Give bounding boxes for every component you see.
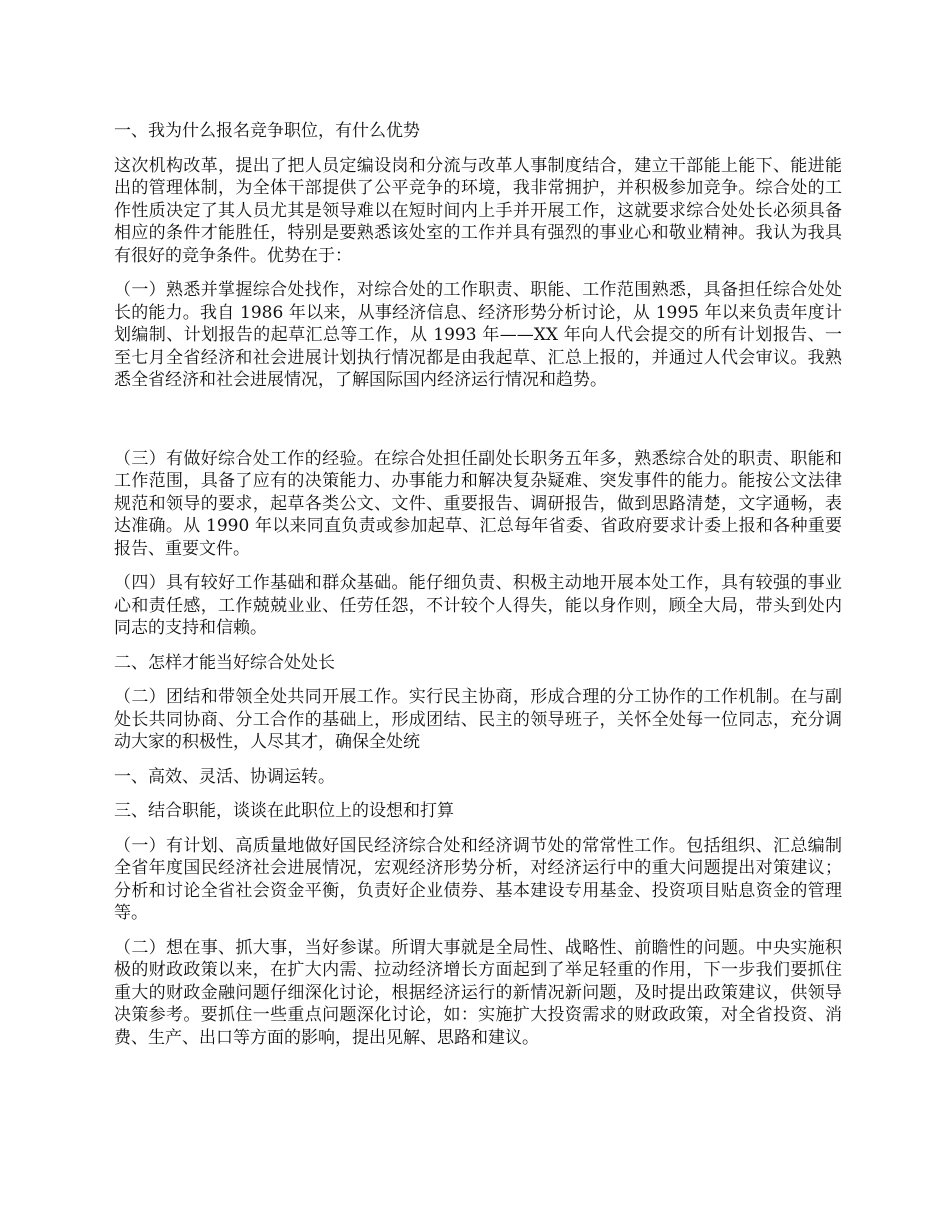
paragraph-advantage-3: （三）有做好综合处工作的经验。在综合处担任副处长职务五年多，熟悉综合处的职责、职能和工作范围，具备了应有的决策能力、办事能力和解决复杂疑难、突发事件的能力。能按公文法律规范和领导的要求，起草各类公文、文件、重要报告、调研报告，做到思路清楚，文字通畅，表达准确。从 1990 年以来同直负责或参加起草、汇总每年省委、省政府要求计委上报和各种重要报告、重要文件。 [114,448,842,559]
paragraph-teamwork-continued: 一、高效、灵活、协调运转。 [114,766,335,787]
paragraph-intro: 这次机构改革，提出了把人员定编设岗和分流与改革人事制度结合，建立干部能上能下、能进能出的管理体制，为全体干部提供了公平竞争的环境，我非常拥护，并积极参加竞争。综合处的工作性质决定了其人员尤其是领导难以在短时间内上手并开展工作，这就要求综合处处长必须具备相应的条件才能胜任，特别是要熟悉该处室的工作并具有强烈的事业心和敬业精神。我认为我具有很好的竞争条件。优势在于： [114,155,842,266]
paragraph-teamwork: （二）团结和带领全处共同开展工作。实行民主协商，形成合理的分工协作的工作机制。在与副处长共同协商、分工合作的基础上，形成团结、民主的领导班子，关怀全处每一位同志，充分调动大家的积极性，人尽其才，确保全处统 [114,687,842,752]
blank-gap [114,404,842,448]
paragraph-plan-1: （一）有计划、高质量地做好国民经济综合处和经济调节处的常常性工作。包括组织、汇总编制全省年度国民经济社会进展情况，宏观经济形势分析，对经济运行中的重大问题提出对策建议；分析和讨论全省社会资金平衡，负责好企业债券、基本建设专用基金、投资项目贴息资金的管理等。 [114,835,842,923]
paragraph-plan-2: （二）想在事、抓大事，当好参谋。所谓大事就是全局性、战略性、前瞻性的问题。中央实施积极的财政政策以来，在扩大内需、拉动经济增长方面起到了举足轻重的作用，下一步我们要抓住重大的财政金融问题仔细深化讨论，根据经济运行的新情况新问题，及时提出政策建议，供领导决策参考。要抓住一些重点问题深化讨论，如：实施扩大投资需求的财政政策，对全省投资、消费、生产、出口等方面的影响，提出见解、思路和建议。 [114,937,842,1048]
document-body [114,120,842,1061]
section-heading-2: 二、怎样才能当好综合处处长 [114,652,335,673]
paragraph-advantage-1: （一）熟悉并掌握综合处找作，对综合处的工作职责、职能、工作范围熟悉，具备担任综合处处长的能力。我自 1986 年以来，从事经济信息、经济形势分析讨论，从 1995 年以来负责年度计划编制、计划报告的起草汇总等工作，从 1993 年——XX 年向人代会提交的所有计划报告、一至七月全省经济和社会进展计划执行情况都是由我起草、汇总上报的，并通过人代会审议。我熟悉全省经济和社会进展情况，了解国际国内经济运行情况和趋势。 [114,280,842,390]
paragraph-advantage-4: （四）具有较好工作基础和群众基础。能仔细负责、积极主动地开展本处工作，具有较强的事业心和责任感，工作兢兢业业、任劳任怨，不计较个人得失，能以身作则，顾全大局，带头到处内同志的支持和信赖。 [114,573,842,638]
section-heading-1: 一、我为什么报名竞争职位，有什么优势 [114,121,420,141]
section-heading-3: 三、结合职能，谈谈在此职位上的设想和打算 [114,801,454,821]
